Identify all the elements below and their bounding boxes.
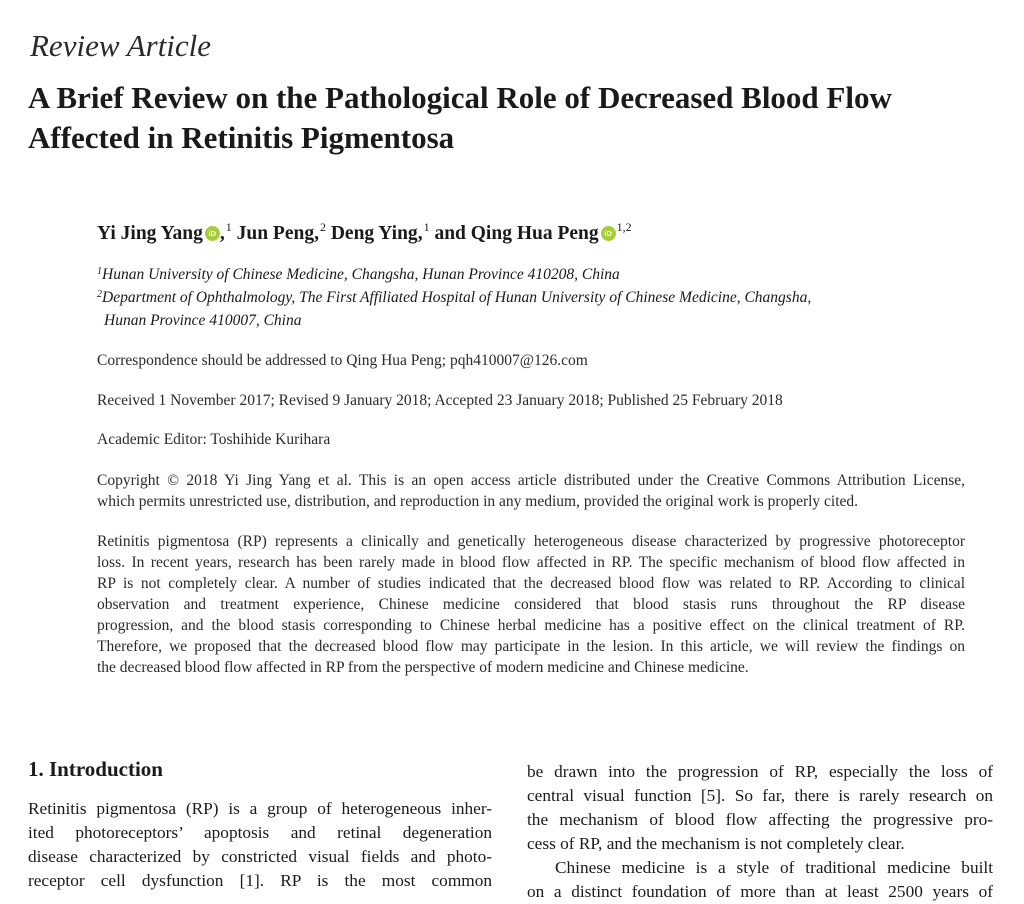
academic-editor: Academic Editor: Toshihide Kurihara	[97, 431, 331, 448]
affiliation-2-cont: Hunan Province 410007, China	[104, 312, 302, 329]
copyright-notice: Copyright © 2018 Yi Jing Yang et al. This is an open access article distributed under the Creative Commons Attribution License, which permits unrestricted use, distribution, and reproduction in any medium, provided the original work is properly cited.	[97, 472, 965, 510]
body-line: on a distinct foundation of more than at least 2500 years of	[527, 882, 993, 901]
body-line: Chinese medicine is a style of traditional medicine built	[555, 858, 993, 877]
body-line: central visual function [5]. So far, there is rarely research on	[527, 786, 993, 805]
right-column	[527, 760, 993, 904]
author-name[interactable]: Jun Peng	[236, 223, 315, 244]
body-line: Retinitis pigmentosa (RP) is a group of heterogeneous inher-	[28, 799, 492, 818]
body-line: receptor cell dysfunction [1]. RP is the most common	[28, 871, 492, 890]
left-column	[28, 797, 492, 893]
body-line: cess of RP, and the mechanism is not completely clear.	[527, 834, 905, 853]
section-heading: 1. Introduction	[28, 757, 163, 781]
abstract: Retinitis pigmentosa (RP) represents a clinically and genetically heterogeneous disease characterized by progressive photoreceptor loss. In recent years, research has been rarely made in blood flow affected in RP. The specific mechanism of blood flow affected in RP is not completely clear. A number of studies indicated that the decreased blood flow was related to RP. According to clinical observation and treatment experience, Chinese medicine considered that blood stasis runs throughout the RP disease progression, and the blood stasis corresponding to Chinese herbal medicine has a positive effect on the clinical treatment of RP. Therefore, we proposed that the decreased blood flow may participate in the lesion. In this article, we will review the findings on the decreased blood flow affected in RP from the perspective of modern medicine and Chinese medicine.	[97, 533, 965, 676]
title-line: Affected in Retinitis Pigmentosa	[28, 120, 455, 155]
body-line: the mechanism of blood flow affecting the progressive pro-	[527, 810, 993, 829]
article-type: Review Article	[30, 28, 212, 63]
correspondence: Correspondence should be addressed to Qing Hua Peng; pqh410007@126.com	[97, 352, 588, 369]
orcid-icon[interactable]: iD	[205, 226, 220, 241]
body-line: ited photoreceptors’ apoptosis and retinal degeneration	[28, 823, 492, 842]
body-line: be drawn into the progression of RP, especially the loss of	[527, 762, 993, 781]
body-line: disease characterized by constricted visual fields and photo-	[28, 847, 492, 866]
affiliation-2: $^2$Department of Ophthalmology, The First Affiliated Hospital of Hunan University of Chinese Medicine, Changsha,	[97, 289, 812, 306]
affiliation-1: $^1$Hunan University of Chinese Medicine, Changsha, Hunan Province 410208, China	[97, 266, 620, 283]
author-name[interactable]: Yi Jing Yang	[97, 223, 203, 244]
article-title	[28, 78, 1018, 158]
author-name[interactable]: Deng Ying	[330, 223, 418, 244]
title-line: A Brief Review on the Pathological Role of Decreased Blood Flow	[28, 80, 892, 115]
orcid-icon[interactable]: iD	[601, 226, 616, 241]
article-dates: Received 1 November 2017; Revised 9 January 2018; Accepted 23 January 2018; Published 25 February 2018	[97, 392, 783, 409]
author-name[interactable]: Qing Hua Peng	[470, 223, 599, 244]
author-list: Yi Jing Yang iD ,$^1$ Jun Peng,$^2$ Deng Ying,$^1$ and Qing Hua Peng iD $^{1,2}$	[97, 220, 632, 244]
